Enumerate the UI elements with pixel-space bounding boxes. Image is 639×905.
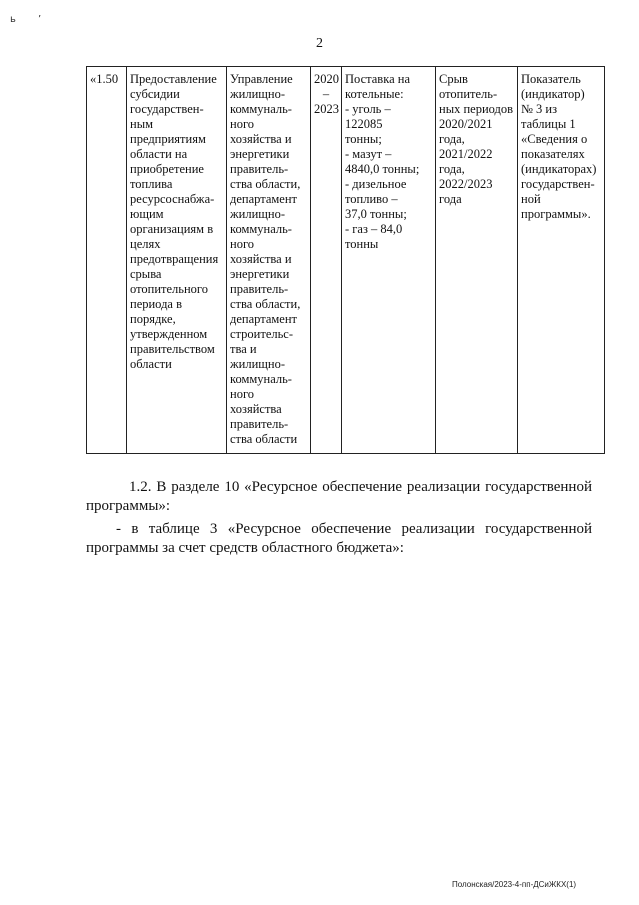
cell-result: Поставка на котельные: - уголь – 122085 тонны; - мазут – 4840,0 тонны; - дизельное топливо – 37,0 тонны; - газ – 84,0 тонны [342, 67, 436, 454]
cell-indicator: Показатель (индикатор) № 3 из таблицы 1 «Сведения о показателях (индикаторах) государствен- ной программы». [518, 67, 605, 454]
paragraph-table-3: - в таблице 3 «Ресурсное обеспечение реализации государственной программы за счет средств областного бюджета»: [86, 521, 592, 556]
measures-table [86, 66, 605, 454]
cell-period: 2020 – 2023 [311, 67, 342, 454]
cell-measure: Предоставление субсидии государствен- ным предприятиям области на приобретение топлива ресурсоснабжа- ющим организациям в целях предотвращения срыва отопительного периода в порядке, утвержденном правительством области [127, 67, 227, 454]
corner-mark-left: ь [10, 14, 16, 25]
cell-risk: Срыв отопитель- ных периодов 2020/2021 года, 2021/2022 года, 2022/2023 года [436, 67, 518, 454]
footer-document-code: Полонская/2023-4-пп-ДСиЖКХ(1) [452, 880, 577, 889]
cell-executor: Управление жилищно- коммуналь- ного хозяйства и энергетики правитель- ства области, департамент жилищно- коммуналь- ного хозяйства и энергетики правитель- ства области, департамент строительс- тва и жилищно- коммуналь- ного хозяйства правитель- ства области [227, 67, 311, 454]
corner-mark-right: ’ [38, 14, 42, 25]
page-number: 2 [316, 36, 323, 51]
paragraph-section-10: 1.2. В разделе 10 «Ресурсное обеспечение реализации государственной программы»: [86, 479, 592, 514]
table-row [87, 67, 605, 454]
cell-number: «1.50 [87, 67, 127, 454]
